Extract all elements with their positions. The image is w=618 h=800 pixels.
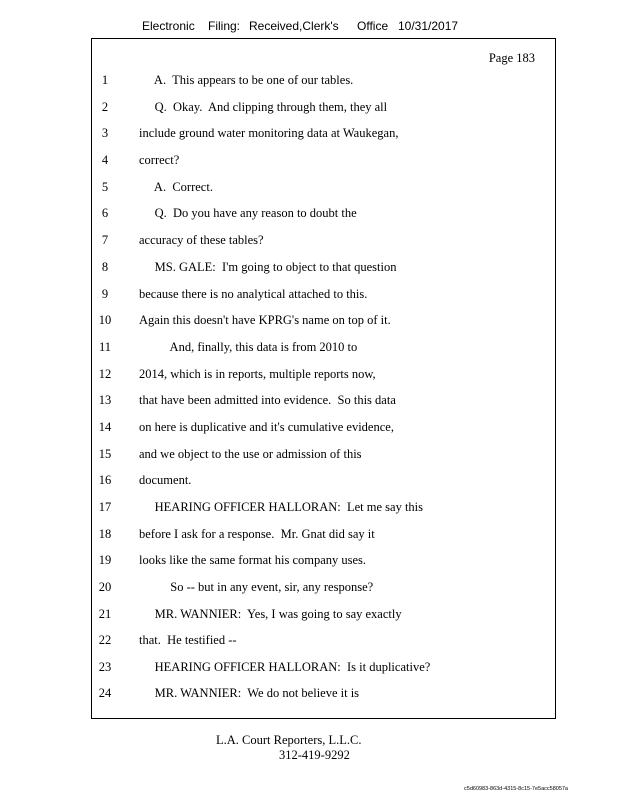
line-text: looks like the same format his company uses. <box>139 553 367 567</box>
line-text: and we object to the use or admission of this <box>139 447 362 461</box>
transcript-line <box>0 607 618 625</box>
line-number: 10 <box>98 313 112 327</box>
line-text: 2014, which is in reports, multiple reports now, <box>139 367 376 381</box>
transcript-line <box>0 660 618 678</box>
transcript-line <box>0 340 618 358</box>
transcript-line <box>0 553 618 571</box>
page-number: Page 183 <box>488 51 535 65</box>
transcript-line <box>0 73 618 91</box>
transcript-line <box>0 260 618 278</box>
line-number: 6 <box>101 206 109 220</box>
line-number: 4 <box>101 153 109 167</box>
line-text: before I ask for a response. Mr. Gnat did say it <box>139 527 375 541</box>
transcript-line <box>0 527 618 545</box>
line-number: 24 <box>98 686 112 700</box>
line-text: MR. WANNIER: Yes, I was going to say exactly <box>139 607 402 621</box>
line-number: 8 <box>101 260 109 274</box>
line-text: HEARING OFFICER HALLORAN: Let me say this <box>139 500 424 514</box>
line-number: 19 <box>98 553 112 567</box>
transcript-line <box>0 206 618 224</box>
line-text: A. This appears to be one of our tables. <box>139 73 354 87</box>
transcript-line <box>0 367 618 385</box>
filing-date: 10/31/2017 <box>398 19 459 33</box>
transcript-line <box>0 126 618 144</box>
line-text: that have been admitted into evidence. So this data <box>139 393 396 407</box>
line-number: 18 <box>98 527 112 541</box>
transcript-line <box>0 447 618 465</box>
reporter-phone: 312-419-9292 <box>279 748 350 762</box>
transcript-line <box>0 686 618 704</box>
line-number: 23 <box>98 660 112 674</box>
line-text: MS. GALE: I'm going to object to that question <box>139 260 397 274</box>
line-text: Again this doesn't have KPRG's name on top of it. <box>139 313 391 327</box>
line-text: on here is duplicative and it's cumulative evidence, <box>139 420 394 434</box>
line-text: that. He testified -- <box>139 633 237 647</box>
transcript-line <box>0 233 618 251</box>
document-hash: c5d60983-863d-4315-8c15-7e5acc58057a <box>464 786 568 792</box>
line-number: 16 <box>98 473 112 487</box>
line-number: 15 <box>98 447 112 461</box>
reporter-company: L.A. Court Reporters, L.L.C. <box>216 733 362 747</box>
line-number: 22 <box>98 633 112 647</box>
transcript-line <box>0 500 618 518</box>
filing-electronic: Electronic <box>142 19 195 33</box>
line-text: because there is no analytical attached to this. <box>139 287 368 301</box>
transcript-line <box>0 633 618 651</box>
transcript-line <box>0 580 618 598</box>
transcript-line <box>0 313 618 331</box>
transcript-line <box>0 287 618 305</box>
transcript-line <box>0 393 618 411</box>
line-text: include ground water monitoring data at Waukegan, <box>139 126 399 140</box>
line-number: 11 <box>98 340 112 354</box>
line-text: And, finally, this data is from 2010 to <box>139 340 358 354</box>
transcript-line <box>0 153 618 171</box>
line-text: MR. WANNIER: We do not believe it is <box>139 686 360 700</box>
line-text: document. <box>139 473 192 487</box>
line-number: 21 <box>98 607 112 621</box>
line-text: accuracy of these tables? <box>139 233 264 247</box>
line-text: Q. Do you have any reason to doubt the <box>139 206 357 220</box>
line-number: 1 <box>101 73 109 87</box>
line-number: 14 <box>98 420 112 434</box>
line-number: 7 <box>101 233 109 247</box>
line-number: 20 <box>98 580 112 594</box>
transcript-line <box>0 180 618 198</box>
filing-label: Filing: <box>208 19 241 33</box>
line-number: 9 <box>101 287 109 301</box>
line-number: 12 <box>98 367 112 381</box>
transcript-line <box>0 473 618 491</box>
line-text: So -- but in any event, sir, any response? <box>139 580 374 594</box>
line-number: 17 <box>98 500 112 514</box>
line-number: 5 <box>101 180 109 194</box>
line-number: 3 <box>101 126 109 140</box>
filing-office: Office <box>357 19 389 33</box>
line-number: 13 <box>98 393 112 407</box>
filing-received: Received,Clerk's <box>249 19 339 33</box>
line-text: A. Correct. <box>139 180 213 194</box>
line-number: 2 <box>101 100 109 114</box>
transcript-line <box>0 100 618 118</box>
line-text: HEARING OFFICER HALLORAN: Is it duplicative? <box>139 660 431 674</box>
transcript-line <box>0 420 618 438</box>
line-text: Q. Okay. And clipping through them, they all <box>139 100 388 114</box>
line-text: correct? <box>139 153 180 167</box>
